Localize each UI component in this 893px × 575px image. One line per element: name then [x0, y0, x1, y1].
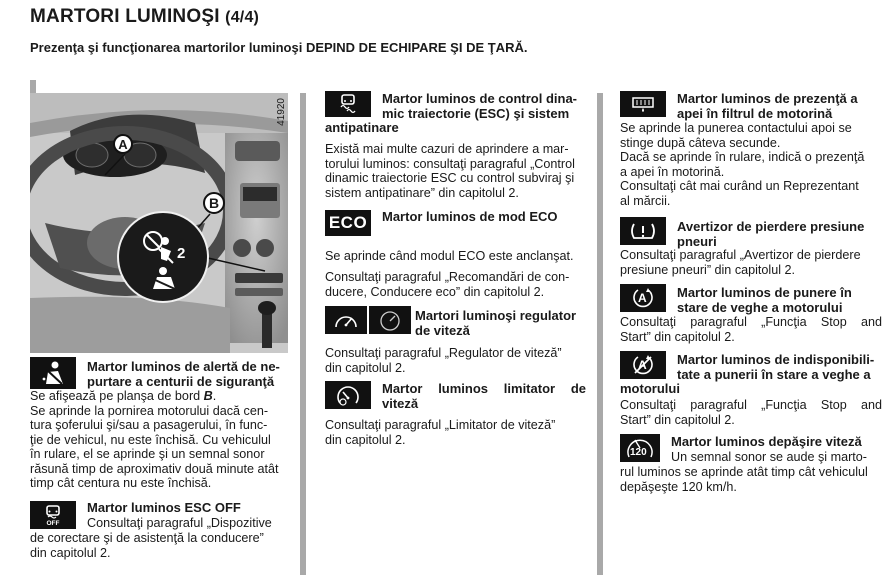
stop-start-title-line2: stare de veghe a motorului	[677, 300, 843, 315]
water-filter-body-line5: Consultaţi cât mai curând un Reprezentant	[620, 179, 859, 193]
esc-title	[382, 91, 577, 121]
stop-start-body	[620, 315, 882, 344]
esc-lamp-icon	[325, 91, 371, 117]
zoom-digit: 2	[177, 245, 186, 262]
water-filter-body-line4: a apei în motorină.	[620, 164, 725, 179]
speed-limiter-title	[382, 381, 586, 411]
seatbelt-body-line5: în rulare, el se aprinde şi un semnal sonor	[30, 447, 265, 461]
stop-start-body-line1: Consultaţi paragraful „Funcţia Stop and	[620, 315, 882, 329]
speed-limiter-body-line1: Consultaţi paragraful „Limitator de viteză”	[325, 418, 556, 432]
seatbelt-lamp-icon	[30, 357, 76, 389]
stop-start-unavailable-body-line2: Start” din capitolul 2.	[620, 412, 735, 427]
eco-body-line2: Consultaţi paragraful „Recomandări de con-	[325, 270, 570, 284]
seatbelt-lamp-title	[87, 359, 280, 389]
esc-off-body-line1: Consultaţi paragraful „Dispozitive	[87, 516, 272, 530]
speed-regulator-title-line2: de viteză	[415, 323, 470, 338]
stop-start-icon-letter: A	[638, 291, 647, 305]
esc-body-line4: sistem antipatinare” din capitolul 2.	[325, 185, 519, 200]
esc-car-skid-icon	[337, 93, 359, 115]
stop-start-body-line2: Start” din capitolul 2.	[620, 329, 735, 344]
label-a: A	[113, 134, 133, 154]
seatbelt-body-line2: Se aprinde la pornirea motorului dacă cen-	[30, 403, 269, 418]
stop-start-title	[677, 285, 852, 315]
stop-start-unavailable-body-line1: Consultaţi paragraful „Funcţia Stop and	[620, 398, 882, 412]
seatbelt-title-line2: purtare a centurii de siguranţă	[87, 374, 275, 389]
tyre-pressure-title-line1: Avertizor de pierdere presiune	[677, 219, 865, 234]
esc-title-line3: antipatinare	[325, 120, 399, 135]
overspeed-title: Martor luminos depăşire viteză	[671, 434, 862, 449]
page-title-text: MARTORI LUMINOŞI	[30, 6, 220, 27]
seatbelt-title-line1: Martor luminos de alertă de ne-	[87, 359, 280, 374]
esc-body-line1: Există mai multe cazuri de aprindere a mar-	[325, 142, 569, 156]
tyre-pressure-body-line1: Consultaţi paragraful „Avertizor de pierdere	[620, 248, 861, 262]
stop-start-title-line1: Martor luminos de punere în	[677, 285, 852, 300]
page-count: (4/4)	[225, 9, 260, 26]
esc-body-line2: torului luminos: consultaţi paragraful „Control	[325, 156, 575, 171]
seatbelt-body-line6: răsună timp de aproximativ două minute atât	[30, 461, 279, 476]
eco-title: Martor luminos de mod ECO	[382, 209, 558, 224]
page-subtitle: Prezenţa şi funcţionarea martorilor luminoşi DEPIND DE ECHIPARE ŞI DE ŢARĂ.	[30, 40, 528, 55]
speed-limiter-title-line2: viteză	[382, 396, 419, 411]
esc-title-line2: mic traiectorie (ESC) şi sistem	[382, 106, 570, 121]
water-filter-body-line6: al mărcii.	[620, 193, 671, 208]
speed-regulator-title	[415, 308, 576, 338]
water-filter-body-line2: stinge după câteva secunde.	[620, 135, 781, 150]
eco-body-line1: Se aprinde când modul ECO este anclanşat.	[325, 249, 574, 263]
stop-start-unavailable-lamp-icon	[620, 351, 666, 379]
speed-limiter-icon	[334, 384, 362, 406]
eco-lamp-icon: ECO	[325, 210, 371, 236]
overspeed-icon-number: 120	[630, 447, 647, 458]
speed-regulator-icon-1	[325, 306, 367, 334]
tyre-pressure-title	[677, 219, 864, 249]
esc-off-icon-text: OFF	[46, 519, 60, 527]
water-filter-body	[620, 121, 864, 208]
speed-limiter-body-line2: din capitolul 2.	[325, 433, 406, 447]
zoom-circle-b	[117, 211, 209, 303]
photo-code: 41920	[276, 98, 287, 126]
seatbelt-body-line3: tura şoferului şi/sau a pasagerului, în func-	[30, 418, 268, 432]
water-filter-title-line1: Martor luminos de prezenţă a	[677, 91, 858, 106]
page-title	[30, 6, 259, 28]
water-filter-body-line3: Dacă se aprinde în rulare, indică o prezenţă	[620, 150, 865, 164]
seatbelt-body-suffix: .	[212, 389, 217, 403]
seatbelt-body-prefix: Se afişează pe planşa de bord	[30, 389, 204, 403]
section-bar-2	[300, 93, 306, 575]
speed-regulator-icon-2	[369, 306, 411, 334]
speed-regulator-body-line1: Consultaţi paragraful „Regulator de viteză”	[325, 346, 562, 360]
seatbelt-body-line1	[30, 389, 292, 404]
dashboard-photo	[30, 93, 288, 353]
tyre-pressure-title-line2: pneuri	[677, 234, 717, 249]
stop-start-unavailable-title-line1: Martor luminos de indisponibili-	[677, 352, 875, 367]
section-bar-1	[30, 80, 36, 94]
tyre-pressure-lamp-icon	[620, 217, 666, 245]
section-bar-3	[597, 93, 603, 575]
seatbelt-body-ref: B	[203, 389, 213, 403]
stop-start-unavailable-title	[677, 352, 874, 382]
speed-limiter-lamp-icon	[325, 381, 371, 409]
speedometer-standby-icon	[376, 309, 404, 331]
overspeed-body-line2: rul luminos se aprinde atât timp cât vehiculul	[620, 465, 868, 479]
stop-start-unavailable-title-line3: motorului	[620, 381, 680, 396]
esc-off-body-line3: din capitolul 2.	[30, 546, 111, 560]
label-b: B	[203, 192, 225, 214]
stop-start-lamp-icon	[620, 284, 666, 312]
speed-limiter-title-line1: Martor luminos limitator de	[382, 381, 586, 396]
esc-off-lamp-icon	[30, 501, 76, 529]
seatbelt-icon	[38, 360, 68, 386]
tyre-pressure-icon	[628, 220, 658, 242]
speed-regulator-title-line1: Martori luminoşi regulator	[415, 308, 577, 323]
stop-start-unavailable-body	[620, 398, 882, 427]
esc-body-line3: dinamic traiectorie ESC cu control subviraj şi	[325, 171, 575, 185]
speed-regulator-body-line2: din capitolul 2.	[325, 361, 406, 375]
water-filter-body-line1: Se aprinde la punerea contactului apoi se	[620, 121, 852, 135]
overspeed-body-line3: depăşeşte 120 km/h.	[620, 480, 737, 494]
overspeed-lamp-icon	[620, 434, 660, 462]
water-filter-title-line2: apei în filtrul de motorină	[677, 106, 833, 121]
esc-title-line1: Martor luminos de control dina-	[382, 91, 578, 106]
esc-off-body-line2: de corectare şi de asistenţă la conducere”	[30, 531, 264, 545]
esc-body	[325, 142, 575, 200]
water-filter-icon	[630, 95, 656, 113]
eco-body-line3: ducere, Conducere eco” din capitolul 2.	[325, 285, 545, 299]
zoom-seatbelt-lamps	[119, 213, 207, 301]
tyre-pressure-body-line2: presiune pneuri” din capitolul 2.	[620, 263, 796, 277]
esc-off-title: Martor luminos ESC OFF	[87, 500, 241, 515]
water-filter-title	[677, 91, 858, 121]
stop-start-unavailable-icon-letter: A	[638, 358, 647, 372]
speedometer-icon	[332, 309, 360, 331]
esc-off-car-icon	[43, 504, 63, 520]
overspeed-body-line1: Un semnal sonor se aude şi marto-	[671, 450, 867, 464]
seatbelt-body	[30, 389, 292, 491]
seatbelt-body-line7: timp cât centura nu este închisă.	[30, 476, 212, 490]
seatbelt-body-line4: ţie de vehicul, nu este închisă. Cu vehiculul	[30, 432, 271, 447]
water-filter-lamp-icon	[620, 91, 666, 117]
stop-start-unavailable-title-line2: tate a punerii în stare a veghe a	[677, 367, 871, 382]
